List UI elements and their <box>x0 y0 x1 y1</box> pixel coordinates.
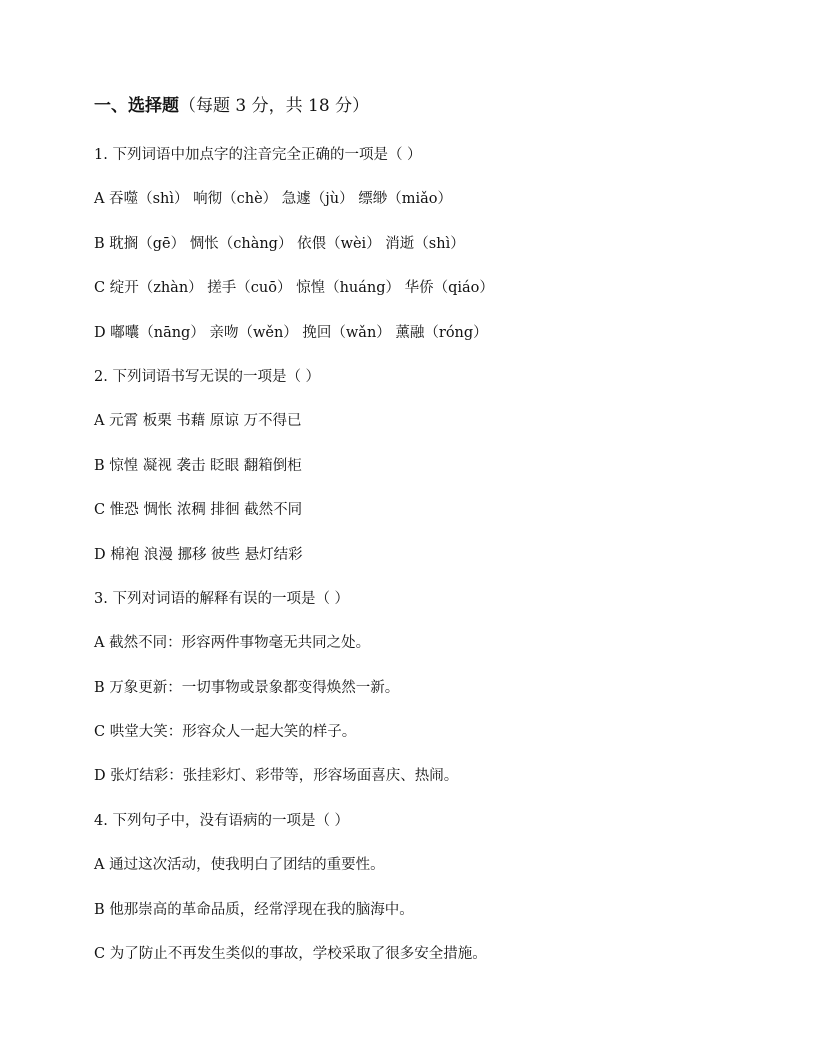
question-3-option-b: B 万象更新：一切事物或景象都变得焕然一新。 <box>94 679 400 696</box>
question-1-option-b: B 耽搁（gē） 惆怅（chàng） 依偎（wèi） 消逝（shì） <box>94 235 465 252</box>
question-2-option-c: C 惟恐 惆怅 浓稠 排徊 截然不同 <box>94 502 303 519</box>
question-1-option-c: C 绽开（zhàn） 搓手（cuō） 惊惶（huáng） 华侨（qiáo） <box>94 280 494 297</box>
question-3-option-d: D 张灯结彩：张挂彩灯、彩带等，形容场面喜庆、热闹。 <box>94 768 459 785</box>
question-1-stem: 1. 下列词语中加点字的注音完全正确的一项是（ ） <box>94 147 422 163</box>
section-title-text: 一、选择题 <box>94 96 179 116</box>
question-1-option-a: A 吞噬（shì） 响彻（chè） 急遽（jù） 缥缈（miǎo） <box>94 191 452 208</box>
question-4-option-c: C 为了防止不再发生类似的事故，学校采取了很多安全措施。 <box>94 946 487 963</box>
section-title <box>94 94 369 118</box>
question-1-option-d: D 嘟囔（nāng） 亲吻（wěn） 挽回（wǎn） 薰融（róng） <box>94 324 488 341</box>
question-4-option-a: A 通过这次活动，使我明白了团结的重要性。 <box>94 857 385 874</box>
question-3-option-c: C 哄堂大笑：形容众人一起大笑的样子。 <box>94 724 357 741</box>
question-3-option-a: A 截然不同：形容两件事物毫无共同之处。 <box>94 635 371 652</box>
question-3-stem: 3. 下列对词语的解释有误的一项是（ ） <box>94 590 350 607</box>
question-list <box>94 143 794 986</box>
question-4-stem: 4. 下列句子中，没有语病的一项是（ ） <box>94 812 350 829</box>
question-2-option-b: B 惊惶 凝视 袭击 眨眼 翻箱倒柜 <box>94 457 302 474</box>
question-4-option-b: B 他那崇高的革命品质，经常浮现在我的脑海中。 <box>94 901 414 918</box>
question-2-option-d: D 棉袍 浪漫 挪移 彼些 悬灯结彩 <box>94 546 303 563</box>
question-2-option-a: A 元霄 板栗 书藉 原谅 万不得已 <box>94 413 302 430</box>
section-score-note: （每题 3 分，共 18 分） <box>179 96 370 116</box>
question-2-stem: 2. 下列词语书写无误的一项是（ ） <box>94 368 321 385</box>
